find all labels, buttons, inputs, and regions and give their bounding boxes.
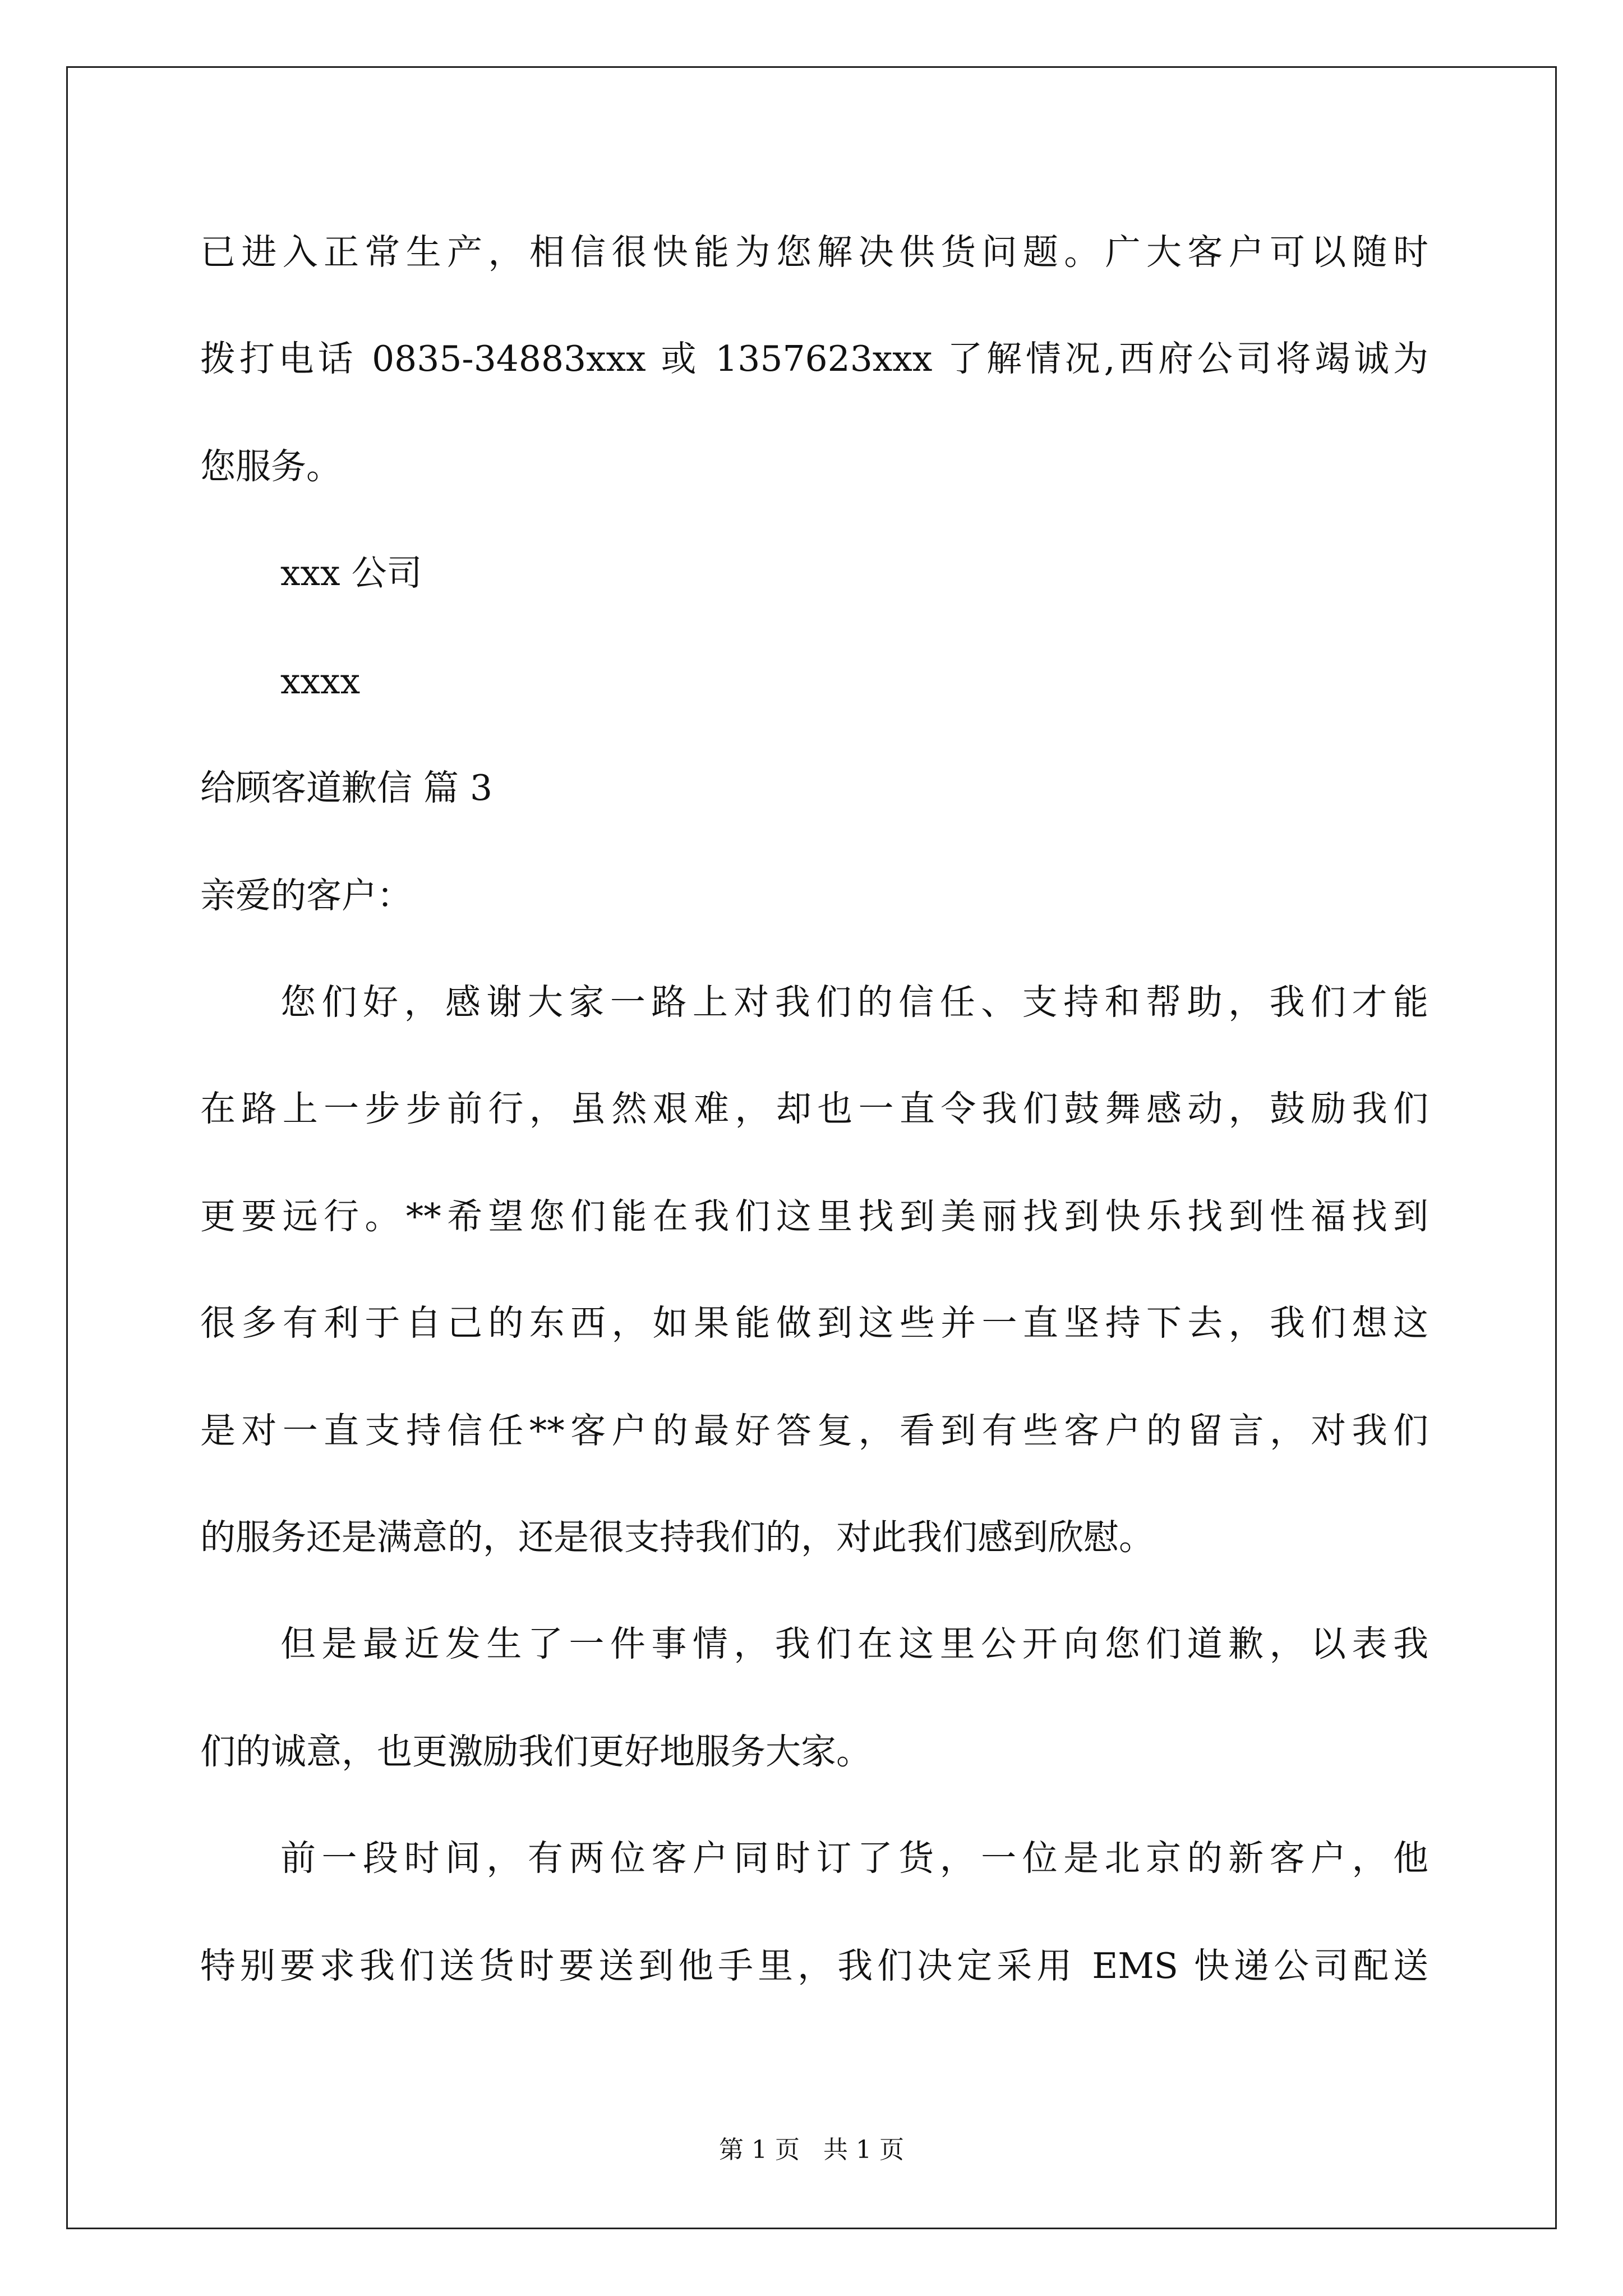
body-line-1: 已进入正常生产，相信很快能为您解决供货问题。广大客户可以随时 [200, 232, 1428, 273]
paragraph-1-line-6: 的服务还是满意的，还是很支持我们的，对此我们感到欣慰。 [200, 1517, 1154, 1558]
signature-company: xxx 公司 [280, 553, 422, 593]
paragraph-1-line-5: 是对一直支持信任**客户的最好答复，看到有些客户的留言，对我们 [200, 1410, 1428, 1451]
paragraph-1-line-1: 您们好，感谢大家一路上对我们的信任、支持和帮助，我们才能 [280, 982, 1428, 1023]
salutation: 亲爱的客户： [200, 875, 412, 916]
paragraph-3-line-1: 前一段时间，有两位客户同时订了货，一位是北京的新客户，他 [280, 1838, 1428, 1879]
paragraph-2-line-2: 们的诚意，也更激励我们更好地服务大家。 [200, 1731, 872, 1772]
paragraph-3-line-2: 特别要求我们送货时要送到他手里，我们决定采用 EMS 快递公司配送 [200, 1945, 1428, 1986]
paragraph-1-line-4: 很多有利于自己的东西，如果能做到这些并一直坚持下去，我们想这 [200, 1303, 1428, 1343]
paragraph-2-line-1: 但是最近发生了一件事情，我们在这里公开向您们道歉，以表我 [280, 1623, 1428, 1664]
body-line-2: 拨打电话 0835-34883xxx 或 1357623xxx 了解情况,西府公司将竭诚为 [200, 338, 1428, 379]
paragraph-1-line-2: 在路上一步步前行，虽然艰难，却也一直令我们鼓舞感动，鼓励我们 [200, 1088, 1428, 1129]
page-border [66, 66, 1557, 2229]
signature-date: xxxx [280, 661, 361, 702]
paragraph-1-line-3: 更要远行。**希望您们能在我们这里找到美丽找到快乐找到性福找到 [200, 1196, 1428, 1237]
section-heading: 给顾客道歉信 篇 3 [200, 767, 493, 808]
page-footer: 第 1 页 共 1 页 [719, 2136, 904, 2164]
body-line-3: 您服务。 [200, 446, 342, 487]
